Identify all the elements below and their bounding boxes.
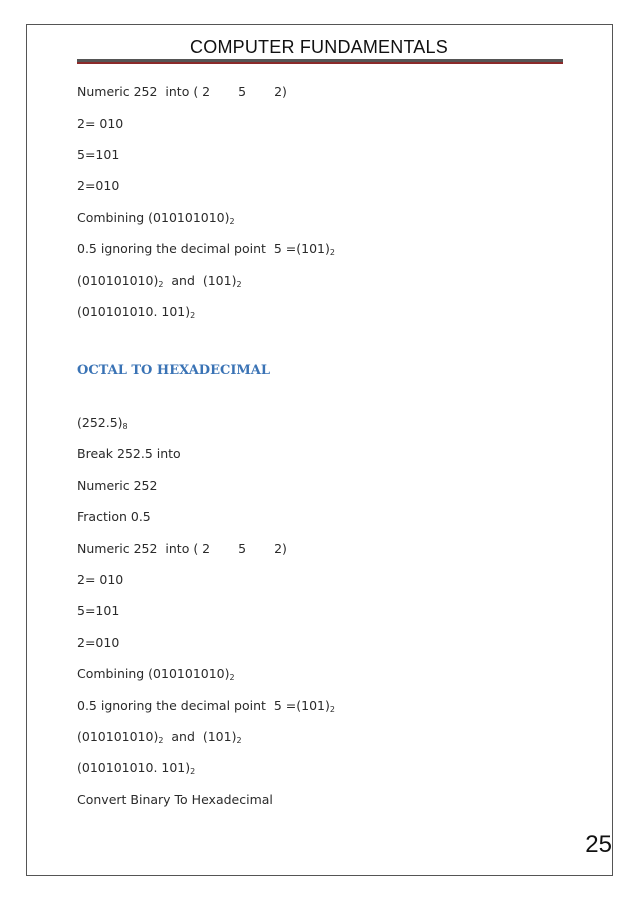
page-number: 25 [585,831,612,858]
digit-line: 5=101 [77,603,120,618]
break-line: Break 252.5 into [77,446,181,461]
numeric-split-line: Numeric 252 into ( 2 5 2) [77,541,287,556]
pair-line: $(010101010)_2$ and $(101)_2$ [77,273,242,289]
combining-line: Combining $(010101010)_2$ [77,210,235,226]
numeric-line: Numeric 252 [77,478,158,493]
header-rule-accent [77,62,563,64]
numeric-split-line: Numeric 252 into ( 2 5 2) [77,84,287,99]
result-line: (010101010. $101)_2$ [77,304,196,320]
digit-line: 2= 010 [77,572,124,587]
digit-line: 2= 010 [77,116,124,131]
fraction-line: 0.5 ignoring the decimal point $5 =(101)_2$ [77,241,335,257]
digit-line: 5=101 [77,147,120,162]
pair-line: $(010101010)_2$ and $(101)_2$ [77,729,242,745]
result-line: (010101010. $101)_2$ [77,760,196,776]
fraction-label-line: Fraction 0.5 [77,509,151,524]
convert-line: Convert Binary To Hexadecimal [77,792,273,807]
digit-line: 2=010 [77,635,120,650]
input-line: $(252.5)_8$ [77,415,128,431]
combining-line: Combining $(010101010)_2$ [77,666,235,682]
page-header-title: COMPUTER FUNDAMENTALS [190,37,448,57]
digit-line: 2=010 [77,178,120,193]
fraction-line: 0.5 ignoring the decimal point $5 =(101)_2$ [77,698,335,714]
section-heading: OCTAL TO HEXADECIMAL [77,363,271,378]
